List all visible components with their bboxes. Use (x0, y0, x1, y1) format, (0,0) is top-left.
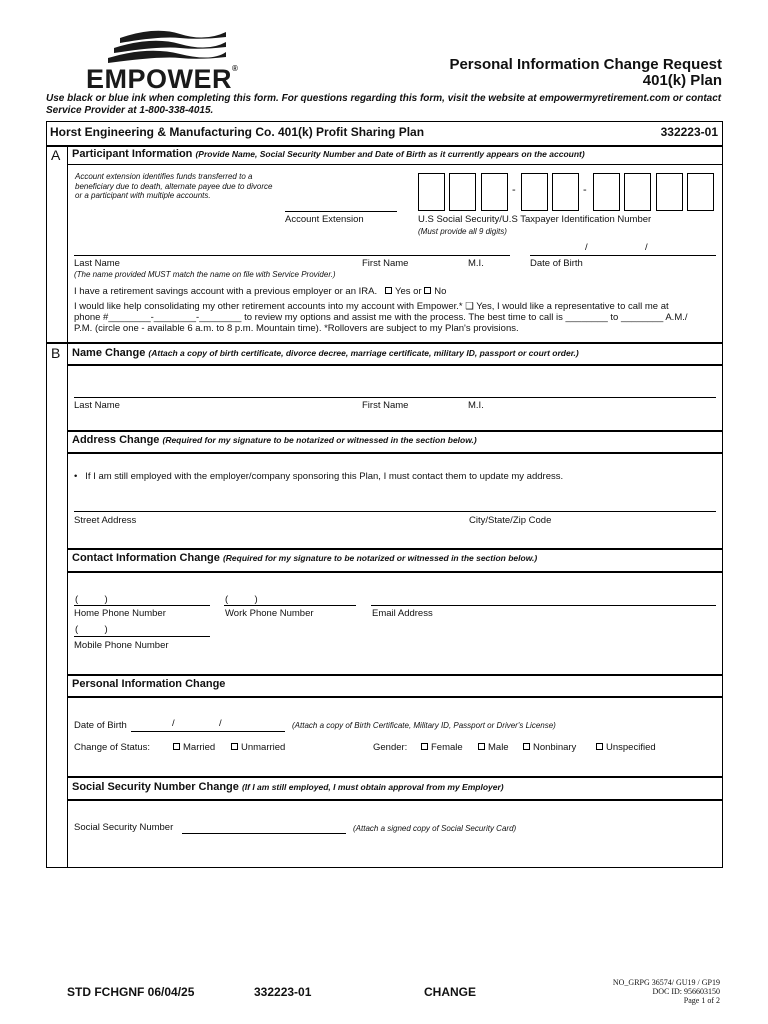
ssn-digit-box[interactable] (418, 173, 445, 211)
status-married-option: Married (173, 742, 215, 753)
nonbinary-checkbox[interactable] (523, 743, 530, 750)
name-change-title: Name Change (Attach a copy of birth certificate, divorce decree, marriage certificate, military ID, passport or court order.) (72, 347, 579, 359)
divider (67, 571, 723, 573)
email-field[interactable] (371, 605, 716, 606)
doc-id: DOC ID: 956603150 (652, 987, 720, 996)
ssn-digit-box[interactable] (552, 173, 579, 211)
address-bullet: • If I am still employed with the employer/company sponsoring this Plan, I must contact them to update my address. (74, 471, 564, 482)
section-b-letter: B (51, 345, 61, 361)
consolidation-line-1: I would like help consolidating my other retirement accounts into my account with Empower.* ❑ Yes, I would like a representative to call me at (74, 301, 669, 312)
name-field-line[interactable] (74, 255, 510, 256)
dob-field-line[interactable] (530, 255, 716, 256)
ssn-dash: - (583, 184, 587, 196)
divider (67, 799, 723, 801)
mi-label: M.I. (468, 258, 484, 269)
work-phone-area-code: ( ) (225, 594, 258, 605)
home-phone-label: Home Phone Number (74, 608, 166, 619)
new-dob-field[interactable] (131, 731, 285, 732)
divider (67, 674, 723, 676)
divider (67, 548, 723, 550)
divider (46, 145, 723, 147)
unmarried-checkbox[interactable] (231, 743, 238, 750)
change-of-status-label: Change of Status: (74, 742, 151, 753)
form-subtitle: 401(k) Plan (642, 72, 722, 89)
street-address-label: Street Address (74, 515, 137, 526)
ssn-digit-box[interactable] (481, 173, 508, 211)
section-letter-column-divider (67, 145, 68, 868)
new-ssn-field[interactable] (182, 833, 346, 834)
form-frame (46, 121, 723, 868)
personal-info-change-title: Personal Information Change (72, 678, 226, 690)
divider (67, 696, 723, 698)
footer-plan-number: 332223-01 (254, 985, 312, 999)
dob-slash: / (172, 718, 175, 729)
home-phone-area-code: ( ) (75, 594, 108, 605)
gender-female-option: Female (421, 742, 463, 753)
mobile-phone-field[interactable] (74, 636, 210, 637)
empower-logo-text: EMPOWER® (86, 64, 239, 94)
ssn-dash: - (512, 184, 516, 196)
form-instructions: Use black or blue ink when completing this form. For questions regarding this form, visit the website at empowermyretirement.com or contact Service Provider at 1-800-338-4015. (46, 93, 722, 116)
account-extension-note: Account extension identifies funds transferred to a beneficiary due to death, alternate payee due to divorce or a participant with multiple accounts. (75, 172, 273, 200)
gender-unspecified-option: Unspecified (596, 742, 656, 753)
home-phone-field[interactable] (74, 605, 210, 606)
ssn-attach-note: (Attach a signed copy of Social Security Card) (353, 824, 517, 833)
ssn-digit-box[interactable] (449, 173, 476, 211)
divider (67, 430, 723, 432)
status-unmarried-option: Unmarried (231, 742, 285, 753)
first-name-label: First Name (362, 400, 409, 411)
gender-label: Gender: (373, 742, 408, 753)
divider (46, 342, 723, 344)
gender-male-option: Male (478, 742, 509, 753)
mobile-phone-label: Mobile Phone Number (74, 640, 169, 651)
ssn-label: Social Security Number (74, 822, 174, 833)
divider (67, 164, 723, 165)
divider (67, 452, 723, 454)
footer-change-label: CHANGE (424, 985, 477, 999)
mi-label: M.I. (468, 400, 484, 411)
gender-nonbinary-option: Nonbinary (523, 742, 576, 753)
dob-slash: / (219, 718, 222, 729)
divider (67, 364, 723, 366)
first-name-label: First Name (362, 258, 409, 269)
ira-no-checkbox[interactable] (424, 287, 431, 294)
work-phone-field[interactable] (224, 605, 356, 606)
last-name-label: Last Name (74, 400, 120, 411)
ssn-digit-box[interactable] (656, 173, 683, 211)
grpg-code: NO_GRPG 36574/ GU19 / GP19 (612, 978, 720, 987)
female-checkbox[interactable] (421, 743, 428, 750)
address-change-title: Address Change (Required for my signature to be notarized or witnessed in the section below.) (72, 434, 477, 446)
consolidation-line-2: phone #________-________-________ to review my options and assist me with the process. The best time to call is ________ to ________ A.M./ (74, 312, 688, 323)
dob-slash: / (645, 242, 648, 253)
dob-label: Date of Birth (74, 720, 127, 731)
account-extension-label: Account Extension (285, 214, 364, 225)
address-field[interactable] (74, 511, 716, 512)
ssn-digit-box[interactable] (593, 173, 620, 211)
form-code: STD FCHGNF 06/04/25 (67, 985, 195, 999)
dob-slash: / (585, 242, 588, 253)
unspecified-checkbox[interactable] (596, 743, 603, 750)
dob-label: Date of Birth (530, 258, 583, 269)
ssn-digit-box[interactable] (521, 173, 548, 211)
consolidation-line-3: P.M. (circle one - available 6 a.m. to 8 p.m. Mountain time). *Rollovers are subject to my Plan's provisions. (74, 323, 519, 334)
new-name-field[interactable] (74, 397, 716, 398)
last-name-label: Last Name (74, 258, 120, 269)
email-label: Email Address (372, 608, 433, 619)
plan-number: 332223-01 (660, 125, 718, 139)
plan-name: Horst Engineering & Manufacturing Co. 401(k) Profit Sharing Plan (50, 125, 425, 139)
married-checkbox[interactable] (173, 743, 180, 750)
divider (67, 776, 723, 778)
ira-yes-checkbox[interactable] (385, 287, 392, 294)
name-note: (The name provided MUST match the name on file with Service Provider.) (74, 270, 336, 279)
section-a-letter: A (51, 147, 61, 163)
section-a-title: Participant Information (Provide Name, Social Security Number and Date of Birth as it currently appears on the account) (72, 148, 585, 160)
city-state-zip-label: City/State/Zip Code (469, 515, 552, 526)
ssn-change-title: Social Security Number Change (If I am still employed, I must obtain approval from my Employer) (72, 781, 504, 793)
account-extension-field[interactable] (285, 211, 397, 212)
ssn-note: (Must provide all 9 digits) (418, 227, 507, 236)
ssn-digit-box[interactable] (687, 173, 714, 211)
ira-question: I have a retirement savings account with a previous employer or an IRA. Yes or No (74, 286, 447, 297)
dob-attach-note: (Attach a copy of Birth Certificate, Military ID, Passport or Driver's License) (292, 721, 556, 730)
ssn-label: U.S Social Security/U.S Taxpayer Identification Number (418, 214, 652, 225)
form-title: Personal Information Change Request (449, 56, 722, 73)
work-phone-label: Work Phone Number (225, 608, 314, 619)
ssn-digit-box[interactable] (624, 173, 651, 211)
contact-change-title: Contact Information Change (Required for my signature to be notarized or witnessed in the section below.) (72, 552, 538, 564)
page-number: Page 1 of 2 (683, 996, 720, 1005)
mobile-phone-area-code: ( ) (75, 624, 108, 635)
male-checkbox[interactable] (478, 743, 485, 750)
